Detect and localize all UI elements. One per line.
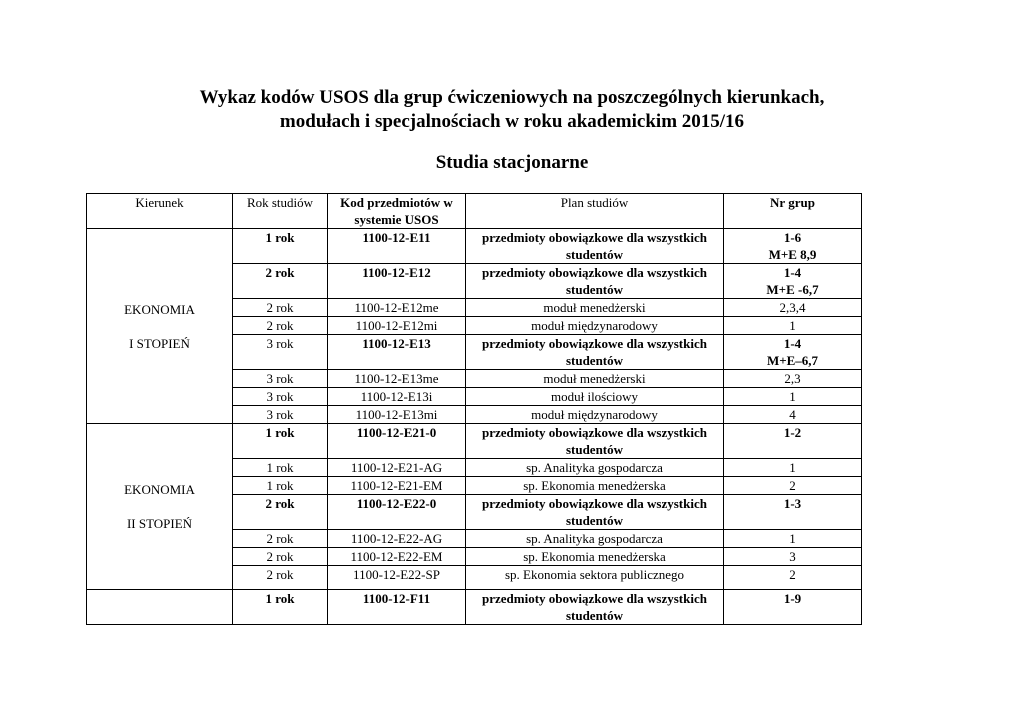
kierunek-level: I STOPIEŃ xyxy=(129,335,190,351)
kod-cell: 1100-12-E22-AG xyxy=(328,530,466,548)
table-row xyxy=(87,229,862,264)
nr-line: 1-4 xyxy=(783,265,802,280)
rok-cell: 3 rok xyxy=(233,406,328,424)
nr-line: M+E 8,9 xyxy=(768,247,817,262)
rok-cell: 3 rok xyxy=(233,388,328,406)
kierunek-cell xyxy=(87,590,233,625)
nr-cell: 2,3,4 xyxy=(724,299,862,317)
table-row xyxy=(87,590,862,625)
kod-cell: 1100-12-E13i xyxy=(328,388,466,406)
kierunek-name: EKONOMIA xyxy=(124,482,195,497)
plan-cell: moduł menedżerski xyxy=(466,299,724,317)
kod-cell: 1100-12-E22-0 xyxy=(328,495,466,530)
plan-cell: przedmioty obowiązkowe dla wszystkich studentów xyxy=(466,590,724,625)
kod-cell: 1100-12-E12 xyxy=(328,264,466,299)
rok-cell: 2 rok xyxy=(233,317,328,335)
nr-cell: 1 xyxy=(724,459,862,477)
plan-cell: przedmioty obowiązkowe dla wszystkich studentów xyxy=(466,424,724,459)
table-row xyxy=(87,424,862,459)
nr-line: M+E -6,7 xyxy=(766,282,819,297)
plan-cell: przedmioty obowiązkowe dla wszystkich studentów xyxy=(466,335,724,370)
nr-cell: 4 xyxy=(724,406,862,424)
header-rok: Rok studiów xyxy=(233,194,328,229)
header-nr: Nr grup xyxy=(724,194,862,229)
kod-cell: 1100-12-E22-SP xyxy=(328,566,466,590)
plan-cell: moduł międzynarodowy xyxy=(466,317,724,335)
rok-cell: 3 rok xyxy=(233,370,328,388)
kod-cell: 1100-12-E21-0 xyxy=(328,424,466,459)
nr-cell: 1 xyxy=(724,388,862,406)
plan-cell: moduł międzynarodowy xyxy=(466,406,724,424)
kod-cell: 1100-12-E12me xyxy=(328,299,466,317)
nr-line: 1-6 xyxy=(783,230,802,245)
kierunek-level: II STOPIEŃ xyxy=(126,516,193,531)
rok-cell: 1 rok xyxy=(233,477,328,495)
kod-cell: 1100-12-E13me xyxy=(328,370,466,388)
rok-cell: 2 rok xyxy=(233,530,328,548)
nr-cell xyxy=(724,264,862,299)
plan-cell: przedmioty obowiązkowe dla wszystkich studentów xyxy=(466,229,724,264)
nr-line: M+E–6,7 xyxy=(766,353,819,368)
nr-cell: 1-3 xyxy=(724,495,862,530)
rok-cell: 2 rok xyxy=(233,299,328,317)
nr-cell: 1 xyxy=(724,530,862,548)
kod-cell: 1100-12-E22-EM xyxy=(328,548,466,566)
plan-cell: moduł ilościowy xyxy=(466,388,724,406)
document-title-line-1: Wykaz kodów USOS dla grup ćwiczeniowych na poszczególnych kierunkach, xyxy=(199,87,825,108)
nr-cell: 1-2 xyxy=(724,424,862,459)
nr-cell: 2 xyxy=(724,566,862,590)
header-row xyxy=(87,194,862,229)
kod-cell: 1100-12-E21-AG xyxy=(328,459,466,477)
plan-cell: sp. Ekonomia menedżerska xyxy=(466,548,724,566)
header-kod: Kod przedmiotów w systemie USOS xyxy=(328,194,466,229)
kod-cell: 1100-12-E12mi xyxy=(328,317,466,335)
document-title-line-2: modułach i specjalnościach w roku akademickim 2015/16 xyxy=(279,111,745,132)
nr-cell xyxy=(724,229,862,264)
kierunek-cell xyxy=(87,424,233,590)
rok-cell: 2 rok xyxy=(233,566,328,590)
header-kierunek: Kierunek xyxy=(87,194,233,229)
plan-cell: sp. Ekonomia sektora publicznego xyxy=(466,566,724,590)
kod-cell: 1100-12-E21-EM xyxy=(328,477,466,495)
rok-cell: 3 rok xyxy=(233,335,328,370)
kierunek-name: EKONOMIA xyxy=(124,301,195,317)
plan-cell: przedmioty obowiązkowe dla wszystkich studentów xyxy=(466,264,724,299)
rok-cell: 1 rok xyxy=(233,590,328,625)
nr-line: 1-4 xyxy=(783,336,802,351)
rok-cell: 2 rok xyxy=(233,495,328,530)
header-plan: Plan studiów xyxy=(466,194,724,229)
rok-cell: 2 rok xyxy=(233,548,328,566)
plan-cell: moduł menedżerski xyxy=(466,370,724,388)
plan-cell: sp. Ekonomia menedżerska xyxy=(466,477,724,495)
rok-cell: 1 rok xyxy=(233,229,328,264)
kod-cell: 1100-12-E13mi xyxy=(328,406,466,424)
nr-cell: 1-9 xyxy=(724,590,862,625)
nr-cell xyxy=(724,335,862,370)
kod-cell: 1100-12-E11 xyxy=(328,229,466,264)
usos-codes-table xyxy=(86,193,862,625)
plan-cell: sp. Analityka gospodarcza xyxy=(466,530,724,548)
kod-cell: 1100-12-E13 xyxy=(328,335,466,370)
rok-cell: 2 rok xyxy=(233,264,328,299)
nr-cell: 3 xyxy=(724,548,862,566)
rok-cell: 1 rok xyxy=(233,424,328,459)
plan-cell: przedmioty obowiązkowe dla wszystkich studentów xyxy=(466,495,724,530)
kod-cell: 1100-12-F11 xyxy=(328,590,466,625)
nr-cell: 2 xyxy=(724,477,862,495)
nr-cell: 2,3 xyxy=(724,370,862,388)
kierunek-cell xyxy=(87,229,233,424)
rok-cell: 1 rok xyxy=(233,459,328,477)
nr-cell: 1 xyxy=(724,317,862,335)
document-subtitle: Studia stacjonarne xyxy=(435,152,589,173)
plan-cell: sp. Analityka gospodarcza xyxy=(466,459,724,477)
